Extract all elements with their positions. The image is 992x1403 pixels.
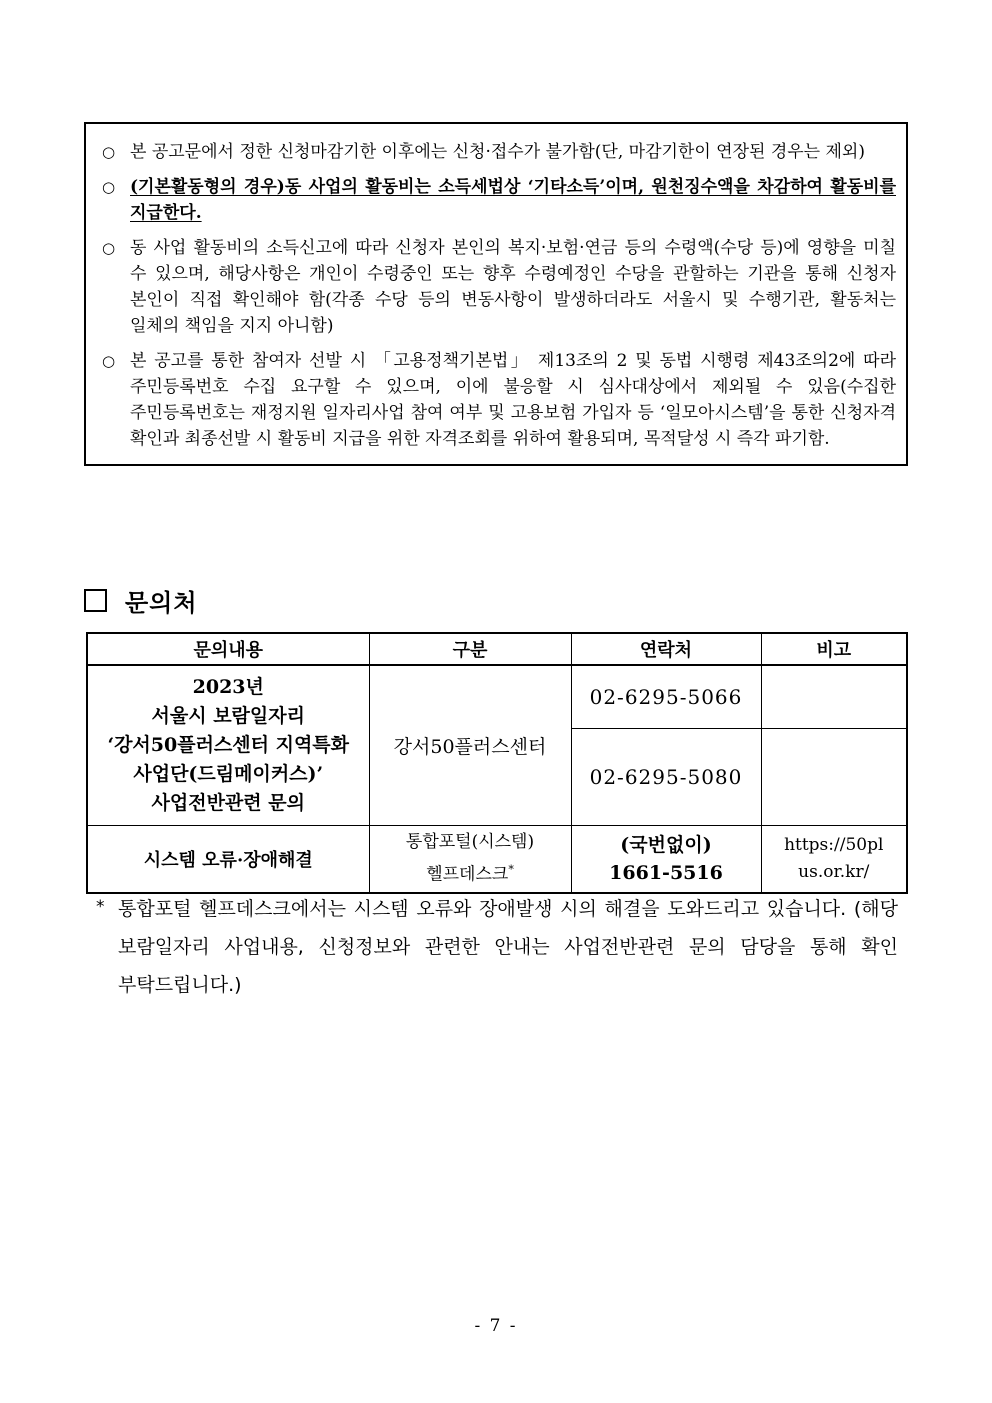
hollow-square-icon bbox=[84, 589, 107, 612]
col-header-contact: 연락처 bbox=[571, 633, 761, 665]
circle-bullet-icon: ○ bbox=[102, 143, 116, 161]
inquiry-line: 2023년 bbox=[192, 676, 264, 698]
phone-line: 1661-5516 bbox=[609, 862, 723, 884]
circle-bullet-icon: ○ bbox=[102, 239, 116, 257]
page-number: - 7 - bbox=[474, 1316, 518, 1336]
inquiry-line: 사업전반관련 문의 bbox=[151, 792, 305, 814]
inquiry-cell: 시스템 오류·장애해결 bbox=[87, 826, 369, 894]
inquiry-cell bbox=[87, 665, 369, 826]
url-line: us.or.kr/ bbox=[798, 862, 870, 882]
division-cell bbox=[369, 826, 571, 894]
section-heading bbox=[84, 583, 198, 618]
notice-item bbox=[102, 348, 896, 452]
section-title: 문의처 bbox=[125, 589, 198, 617]
inquiry-line: 서울시 보람일자리 bbox=[151, 705, 305, 727]
table-row bbox=[87, 665, 907, 729]
notice-item bbox=[102, 139, 896, 165]
notice-text: 동 사업 활동비의 소득신고에 따라 신청자 본인의 복지·보험·연금 등의 수령액(수당 등)에 영향을 미칠 수 있으며, 해당사항은 개인이 수령중인 또는 향후 수령예정인 수당을 관할하는 기관을 통해 신청자 본인이 직접 확인해야 함(각종 수당 등의 변동사항이 발생하더라도 서울시 및 수행기관, 활동처는 일체의 책임을 지지 아니함) bbox=[130, 238, 896, 336]
notice-item bbox=[102, 235, 896, 339]
circle-bullet-icon: ○ bbox=[102, 352, 116, 370]
phone-number-cell bbox=[571, 826, 761, 894]
notice-item bbox=[102, 174, 896, 226]
inquiry-line: 사업단(드림메이커스)’ bbox=[133, 763, 324, 785]
col-header-inquiry: 문의내용 bbox=[87, 633, 369, 665]
phone-number-cell: 02-6295-5080 bbox=[571, 729, 761, 826]
remark-url-cell bbox=[761, 826, 907, 894]
remark-cell-empty bbox=[761, 729, 907, 826]
contact-table bbox=[86, 632, 908, 894]
url-line: https://50pl bbox=[784, 835, 884, 855]
col-header-remark: 비고 bbox=[761, 633, 907, 665]
asterisk-marker: * bbox=[96, 897, 105, 917]
col-header-division: 구분 bbox=[369, 633, 571, 665]
division-cell: 강서50플러스센터 bbox=[369, 665, 571, 826]
circle-bullet-icon: ○ bbox=[102, 178, 116, 196]
inquiry-line: ‘강서50플러스센터 지역특화 bbox=[107, 734, 350, 756]
division-line: 통합포털(시스템) bbox=[405, 832, 535, 853]
footnote bbox=[96, 890, 898, 1004]
remark-cell-empty bbox=[761, 665, 907, 729]
table-header-row bbox=[87, 633, 907, 665]
division-line: 헬프데스크* bbox=[426, 863, 514, 885]
notice-box bbox=[84, 122, 908, 466]
phone-line: (국번없이) bbox=[620, 834, 712, 856]
notice-text: 본 공고문에서 정한 신청마감기한 이후에는 신청·접수가 불가함(단, 마감기한이 연장된 경우는 제외) bbox=[130, 142, 865, 162]
footnote-reference-asterisk: * bbox=[508, 863, 514, 877]
phone-number-cell: 02-6295-5066 bbox=[571, 665, 761, 729]
notice-text: 본 공고를 통한 참여자 선발 시 「고용정책기본법」 제13조의 2 및 동법 시행령 제43조의2에 따라 주민등록번호 수집 요구할 수 있으며, 이에 불응할 시 심사대상에서 제외될 수 있음(수집한 주민등록번호는 재정지원 일자리사업 참여 여부 및 고용보험 가입자 등 ‘일모아시스템’을 통한 신청자격 확인과 최종선발 시 활동비 지급을 위한 자격조회를 위하여 활용되며, 목적달성 시 즉각 파기함. bbox=[130, 351, 896, 449]
footnote-text: 통합포털 헬프데스크에서는 시스템 오류와 장애발생 시의 해결을 도와드리고 있습니다. (해당 보람일자리 사업내용, 신청정보와 관련한 안내는 사업전반관련 문의 담당을 통해 확인 부탁드립니다.) bbox=[118, 898, 898, 996]
notice-text-emphasized: (기본활동형의 경우)동 사업의 활동비는 소득세법상 ‘기타소득’이며, 원천징수액을 차감하여 활동비를 지급한다. bbox=[130, 177, 896, 223]
table-row bbox=[87, 826, 907, 894]
